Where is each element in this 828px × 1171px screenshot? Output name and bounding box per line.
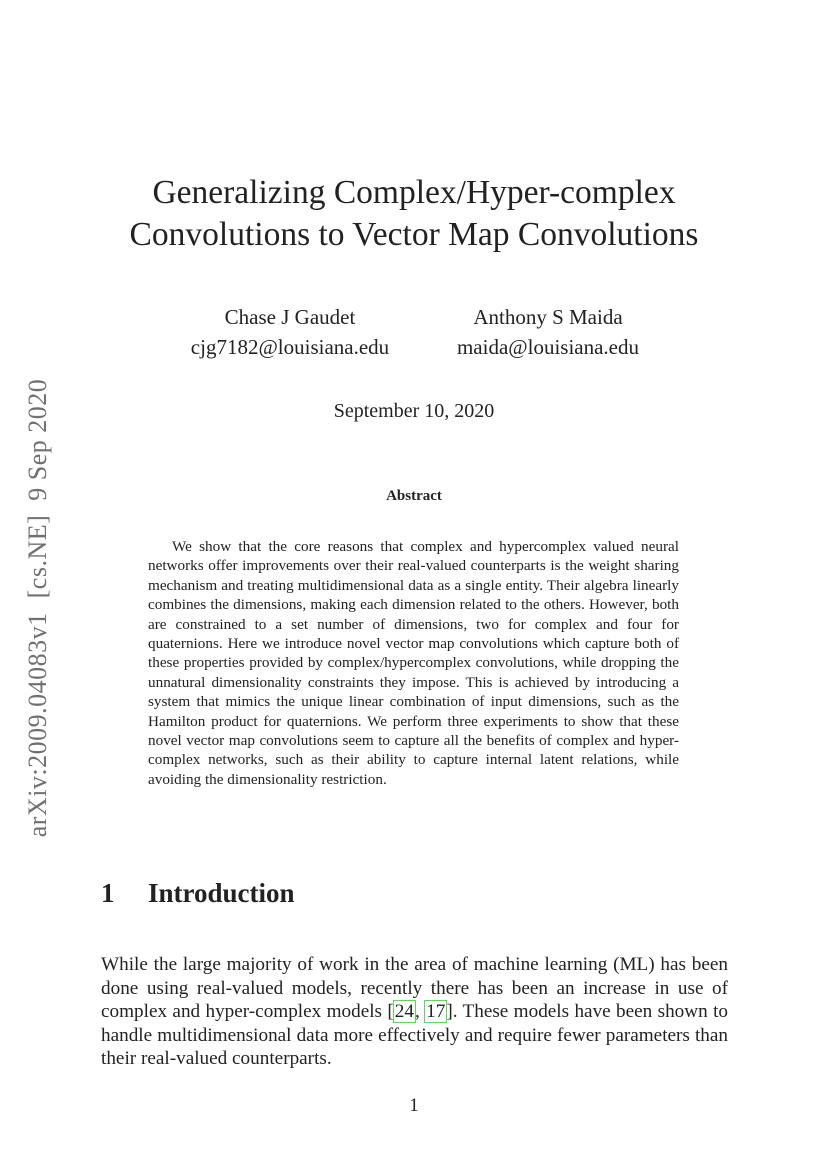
section-number: 1 xyxy=(101,878,115,908)
section-heading-introduction xyxy=(101,878,295,909)
publication-date: September 10, 2020 xyxy=(333,400,495,422)
author-email: cjg7182@louisiana.edu xyxy=(190,335,390,359)
intro-text-after: ]. These models have been shown to handle multidimensional data more effectively and require fewer parameters than their real-valued counterparts. xyxy=(101,1001,728,1070)
title-line-1: Generalizing Complex/Hyper-complex xyxy=(152,174,676,211)
arxiv-id: arXiv:2009.04083v1 xyxy=(23,612,52,838)
title-line-2: Convolutions to Vector Map Convolutions xyxy=(129,216,699,253)
citation-link[interactable]: 17 xyxy=(426,1001,446,1023)
author-2 xyxy=(430,302,666,362)
intro-text-before: While the large majority of work in the area of machine learning (ML) has been done using real-valued models, recently there has been an increase in use of complex and hyper-complex models [ xyxy=(101,954,728,1023)
introduction-paragraph xyxy=(101,953,728,1071)
paper-title xyxy=(0,172,828,256)
author-1 xyxy=(170,302,410,362)
arxiv-category: [cs.NE] xyxy=(23,514,52,599)
arxiv-identifier-stamp xyxy=(23,379,53,838)
author-name: Chase J Gaudet xyxy=(224,305,356,329)
page-number: 1 xyxy=(409,1095,419,1116)
citation-separator: , xyxy=(414,1001,426,1023)
section-title: Introduction xyxy=(148,878,295,908)
abstract-text: We show that the core reasons that complex and hypercomplex valued neural networks offer improvements over their real-valued counterparts is the weight sharing mechanism and treating multidimensional data as a single entity. Their algebra linearly combines the dimensions, making each dimension related to the others. However, both are constrained to a set number of dimensions, two for complex and four for quaternions. Here we introduce novel vector map convolutions which capture both of these properties provided by complex/hypercomplex convolutions, while dropping the unnatural dimensionality constraints they impose. This is achieved by introducing a system that mimics the unique linear combination of input dimensions, such as the Hamilton product for quaternions. We perform three experiments to show that these novel vector map convolutions seem to capture all the benefits of complex and hyper-complex networks, such as their ability to capture internal latent relations, while avoiding the dimensionality restriction. xyxy=(148,538,679,788)
abstract-heading: Abstract xyxy=(386,488,442,504)
citation-link[interactable]: 24 xyxy=(394,1001,414,1023)
arxiv-date: 9 Sep 2020 xyxy=(23,378,52,501)
author-email: maida@louisiana.edu xyxy=(456,335,640,359)
author-name: Anthony S Maida xyxy=(473,305,623,329)
